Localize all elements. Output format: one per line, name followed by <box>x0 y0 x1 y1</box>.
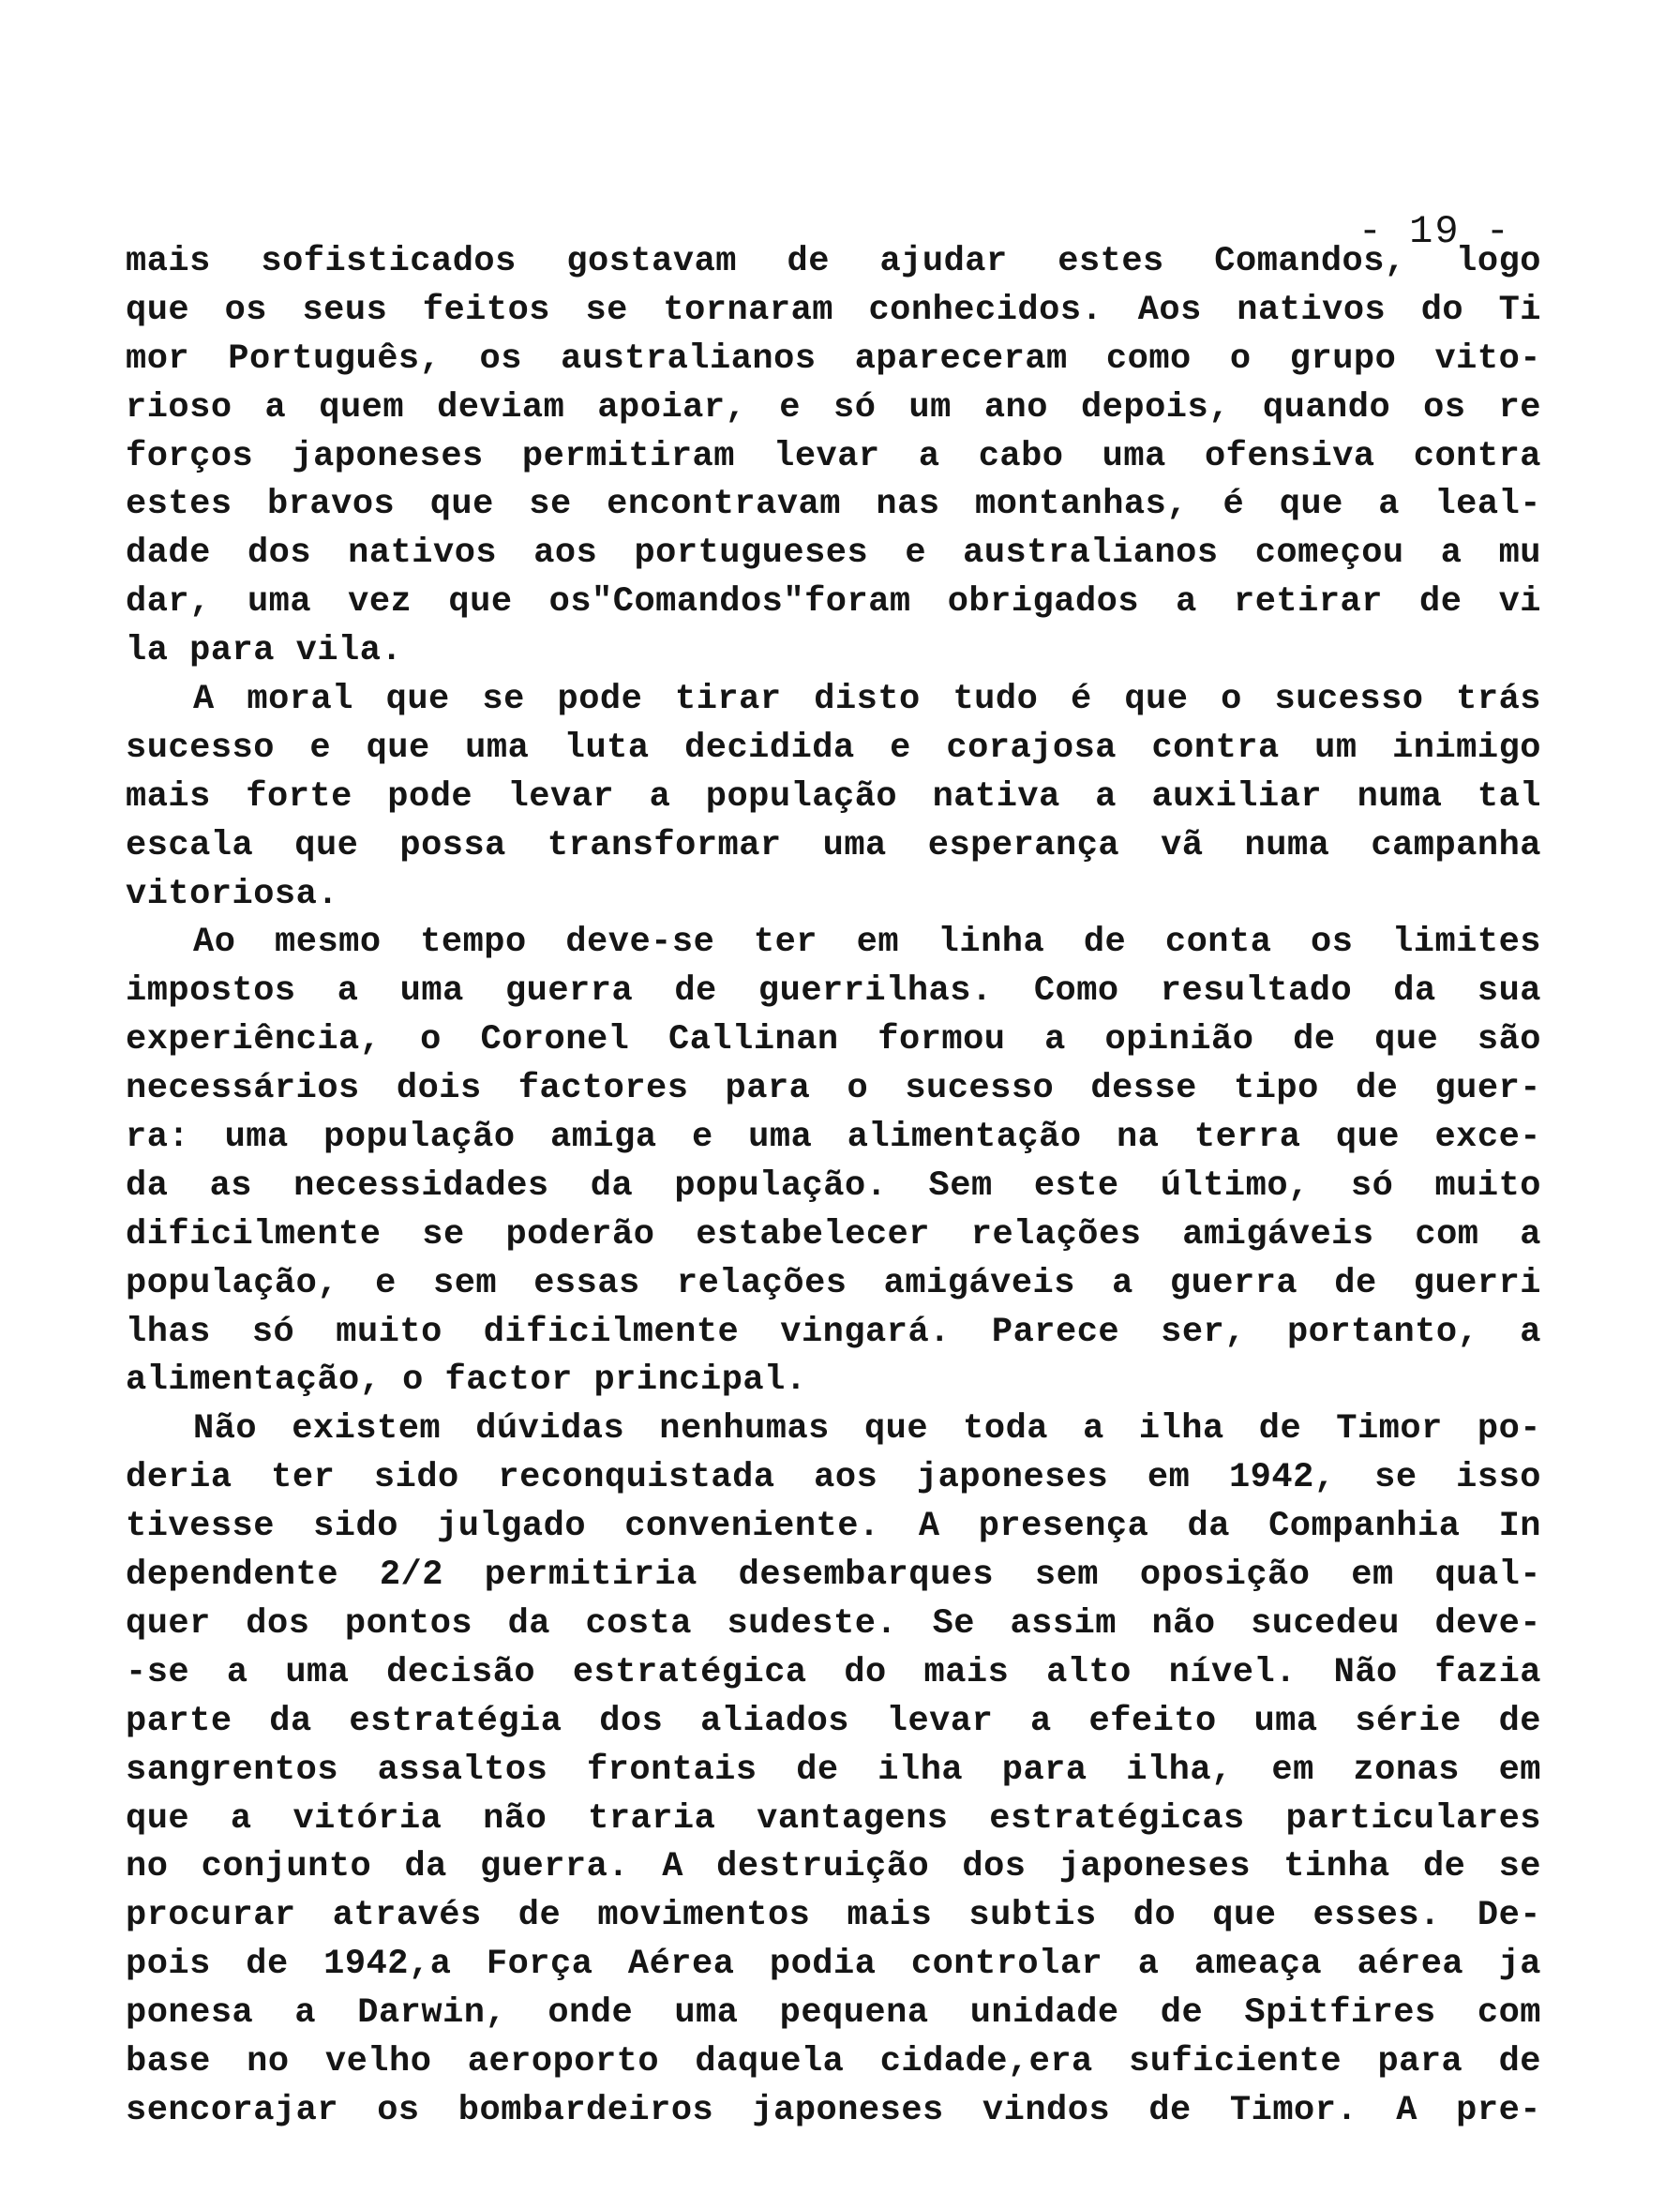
text-line: ra: uma população amiga e uma alimentação na terra que exce- <box>126 1118 1541 1158</box>
text-line: Ao mesmo tempo deve-se ter em linha de conta os limites <box>193 923 1541 963</box>
text-line: impostos a uma guerra de guerrilhas. Como resultado da sua <box>126 971 1541 1012</box>
text-line: que a vitória não traria vantagens estratégicas particulares <box>126 1798 1541 1839</box>
text-line: dificilmente se poderão estabelecer relações amigáveis com a <box>126 1214 1541 1255</box>
text-line: forços japoneses permitiram levar a cabo uma ofensiva contra <box>126 436 1541 476</box>
text-line: base no velho aeroporto daquela cidade,era suficiente para de <box>126 2041 1541 2081</box>
text-line: necessários dois factores para o sucesso desse tipo de guer- <box>126 1069 1541 1109</box>
text-line: alimentação, o factor principal. <box>126 1360 807 1401</box>
text-line: no conjunto da guerra. A destruição dos japoneses tinha de se <box>126 1847 1541 1887</box>
text-line: da as necessidades da população. Sem este último, só muito <box>126 1165 1541 1206</box>
text-line: que os seus feitos se tornaram conhecidos. Aos nativos do Ti <box>126 290 1541 330</box>
text-line: quer dos pontos da costa sudeste. Se assim não sucedeu deve- <box>126 1603 1541 1644</box>
text-line: vitoriosa. <box>126 874 339 914</box>
text-line: mor Português, os australianos apareceram como o grupo vito- <box>126 338 1541 379</box>
text-line: la para vila. <box>126 631 403 671</box>
text-line: escala que possa transformar uma esperança vã numa campanha <box>126 825 1541 865</box>
text-line: sucesso e que uma luta decidida e corajosa contra um inimigo <box>126 728 1541 768</box>
text-line: população, e sem essas relações amigáveis a guerra de guerri <box>126 1263 1541 1303</box>
text-line: Não existem dúvidas nenhumas que toda a ilha de Timor po- <box>193 1409 1541 1450</box>
text-line: procurar através de movimentos mais subtis do que esses. De- <box>126 1896 1541 1936</box>
text-line: lhas só muito dificilmente vingará. Parece ser, portanto, a <box>126 1312 1541 1352</box>
text-line: -se a uma decisão estratégica do mais alto nível. Não fazia <box>126 1652 1541 1692</box>
text-line: dade dos nativos aos portugueses e australianos começou a mu <box>126 533 1541 574</box>
text-line: experiência, o Coronel Callinan formou a opinião de que são <box>126 1020 1541 1060</box>
page-number: - 19 - <box>1358 209 1511 254</box>
text-line: sencorajar os bombardeiros japoneses vindos de Timor. A pre- <box>126 2090 1541 2130</box>
text-line: dependente 2/2 permitiria desembarques sem oposição em qual- <box>126 1555 1541 1596</box>
text-line: mais sofisticados gostavam de ajudar estes Comandos, logo <box>126 242 1541 281</box>
text-line: deria ter sido reconquistada aos japoneses em 1942, se isso <box>126 1458 1541 1498</box>
body-text <box>126 238 1541 2136</box>
text-line: mais forte pode levar a população nativa a auxiliar numa tal <box>126 776 1541 817</box>
text-line: A moral que se pode tirar disto tudo é que o sucesso trás <box>193 680 1541 720</box>
text-line: sangrentos assaltos frontais de ilha para ilha, em zonas em <box>126 1750 1541 1790</box>
text-line: parte da estratégia dos aliados levar a efeito uma série de <box>126 1701 1541 1741</box>
text-line: tivesse sido julgado conveniente. A presença da Companhia In <box>126 1507 1541 1547</box>
text-line: ponesa a Darwin, onde uma pequena unidade de Spitfires com <box>126 1993 1541 2034</box>
text-line: rioso a quem deviam apoiar, e só um ano depois, quando os re <box>126 387 1541 428</box>
text-line: dar, uma vez que os"Comandos"foram obrigados a retirar de vi <box>126 582 1541 623</box>
text-line: estes bravos que se encontravam nas montanhas, é que a leal- <box>126 485 1541 525</box>
text-line: pois de 1942,a Força Aérea podia controlar a ameaça aérea ja <box>126 1945 1541 1985</box>
